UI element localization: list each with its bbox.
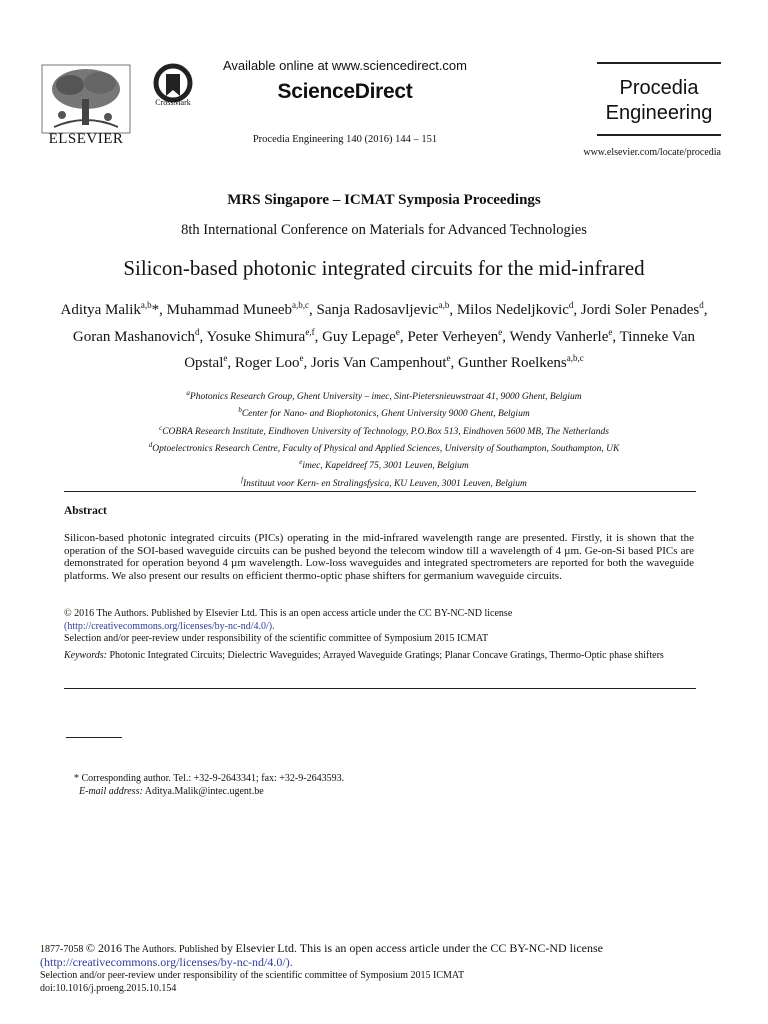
author-name: Jordi Soler Penades (580, 302, 700, 318)
author-name: Roger Loo (234, 355, 300, 371)
author-name: Wendy Vanherle (509, 328, 609, 345)
affiliation-text: Optoelectronics Research Centre, Faculty of Physical and Applied Sciences, University of Southampton, Southampton, UK (152, 444, 620, 455)
author-list: Aditya Malik$^{a,b}$*, Muhammad Muneeb$^{a,b,c}$, Sanja Radosavljevic$^{a,b}$, Milos Nedeljkovic$^d$, Jordi Soler Penades$^d$, Goran Mashanovich$^d$, Yosuke Shimura$^{e,f}$, Guy Lepage$^e$, Peter Verheyen$^e$, Wendy Vanherle$^e$, Tinneke Van Opstal$^e$, Roger Loo$^e$, Joris Van Campenhout$^e$, Gunther Roelkens$^{a,b,c}$ (60, 300, 708, 371)
crossmark-label: CrossMark (155, 98, 191, 107)
bottom-peer-review: Selection and/or peer-review under responsibility of the scientific committee of Symposium 2015 ICMAT (40, 970, 465, 982)
affiliation-text: Photonics Research Group, Ghent University – imec, Sint-Pietersnieuwstraat 41, 9000 Ghent, Belgium (189, 392, 582, 403)
copyright-statement: © 2016 The Authors. Published by Elsevier Ltd. This is an open access article under the CC BY-NC-ND license (64, 608, 513, 619)
affiliation-text: imec, Kapeldreef 75, 3001 Leuven, Belgium (302, 461, 469, 472)
affiliation-marker: e (299, 458, 303, 467)
author-affiliation-marker: e (299, 353, 304, 363)
bottom-publication-info (40, 942, 730, 995)
author-name: Joris Van Campenhout (310, 355, 447, 371)
journal-url[interactable]: www.elsevier.com/locate/procedia (583, 147, 721, 158)
paper-title: Silicon-based photonic integrated circuits for the mid-infrared (123, 256, 645, 280)
copyright-elsevier: Elsevier (235, 941, 275, 955)
journal-name-line1: Procedia (619, 77, 699, 99)
journal-box-top-rule (597, 62, 721, 64)
author-affiliation-marker: e (395, 326, 400, 337)
affiliation-line (60, 456, 708, 473)
journal-citation: Procedia Engineering 140 (2016) 144 – 151 (252, 134, 438, 145)
affiliation-marker: f (241, 475, 244, 484)
affiliation-marker: a (186, 389, 190, 397)
journal-box-bottom-rule (597, 134, 721, 136)
author-name: Goran Mashanovich (72, 328, 195, 345)
affiliation-marker: b (238, 406, 242, 415)
affiliation-line (60, 387, 708, 404)
author-affiliation-marker: a,b,c (292, 300, 310, 310)
corresponding-author-footnote (74, 772, 674, 798)
doi[interactable]: doi:10.1016/j.proeng.2015.10.154 (40, 982, 177, 994)
affiliation-marker: d (148, 441, 153, 450)
author-name: Peter Verheyen (407, 328, 499, 345)
author-affiliation-marker: e (223, 353, 228, 363)
affiliation-text: Instituut voor Kern- en Stralingsfysica, KU Leuven, 3001 Leuven, Belgium (243, 478, 527, 489)
author-name: Guy Lepage (322, 328, 396, 345)
conference-name: 8th International Conference on Materials for Advanced Technologies (181, 222, 587, 238)
bottom-license-link[interactable]: (http://creativecommons.org/licenses/by-nc-nd/4.0/). (40, 955, 293, 970)
author-affiliation-marker: a,b (140, 300, 152, 310)
keywords-label: Keywords: (64, 650, 107, 661)
email-address[interactable]: Aditya.Malik@intec.ugent.be (144, 786, 264, 797)
author-name: Tinneke Van Opstal (184, 328, 696, 371)
journal-name-line2: Engineering (605, 102, 713, 124)
keywords (64, 650, 694, 663)
affiliation-text: COBRA Research Institute, Eindhoven University of Technology, P.O.Box 513, Eindhoven 5600 MB, The Netherlands (162, 426, 609, 437)
author-affiliation-marker: d (699, 300, 704, 310)
abstract-text: Silicon-based photonic integrated circuits (PICs) operating in the mid-infrared wavelength range are presented. Firstly, it is shown that the operation of the SOI-based waveguide circuits can be pushed beyond the telecom window till a wavelength of 4 µm. Ge-on-Si based PICs are demonstrated for operation beyond 4 µm wavelength. Low-loss waveguides and integrated spectrometers are reported for both the waveguide platforms. We also present our results on efficient thermo-optic phase shifters for germanium waveguide circuits. (64, 532, 694, 582)
conference-proceedings-title: MRS Singapore – ICMAT Symposia Proceedings (227, 192, 541, 208)
affiliation-marker: c (159, 423, 163, 432)
peer-review-statement: Selection and/or peer-review under responsibility of the scientific committee of Symposium 2015 ICMAT (64, 633, 489, 644)
affiliation-line (60, 474, 708, 491)
author-name: Yosuke Shimura (206, 328, 306, 345)
author-affiliation-marker: a,b (438, 300, 450, 310)
affiliation-line (60, 439, 708, 456)
email-label: E-mail address: (79, 786, 143, 797)
affiliation-list (60, 387, 708, 491)
copyright-year: © 2016 (85, 941, 122, 955)
copyright-text-2: Ltd. This is an open access article under the CC BY-NC-ND license (277, 941, 603, 955)
author-affiliation-marker: d (194, 326, 200, 337)
abstract-top-rule (64, 491, 696, 492)
abstract-heading: Abstract (64, 505, 107, 517)
copyright-by: by (220, 941, 233, 955)
issn: 1877-7058 (40, 944, 84, 955)
author-name: Gunther Roelkens (458, 355, 567, 371)
author-name: Muhammad Muneeb (166, 302, 293, 318)
journal-name (597, 76, 721, 126)
affiliation-line (60, 422, 708, 439)
corresponding-author-marker: * (151, 302, 160, 318)
author-affiliation-marker: e (498, 326, 503, 337)
affiliation-text: Center for Nano- and Biophotonics, Ghent University 9000 Ghent, Belgium (241, 409, 530, 420)
abstract-copyright (64, 608, 694, 646)
affiliation-line (60, 404, 708, 421)
corresponding-author-text: * Corresponding author. Tel.: +32-9-2643341; fax: +32-9-2643593. (74, 773, 345, 784)
author-affiliation-marker: e (608, 326, 613, 337)
license-link[interactable]: (http://creativecommons.org/licenses/by-nc-nd/4.0/). (64, 620, 275, 632)
footnote-rule (66, 737, 122, 738)
author-name: Aditya Malik (60, 302, 141, 318)
author-name: Sanja Radosavljevic (316, 302, 439, 318)
author-name: Milos Nedeljkovic (456, 302, 569, 318)
author-affiliation-marker: a,b,c (566, 353, 584, 363)
available-online-text[interactable]: Available online at www.sciencedirect.com (223, 58, 467, 73)
author-affiliation-marker: e,f (305, 326, 315, 337)
copyright-text-1: The Authors. Published (124, 944, 219, 955)
abstract-bottom-rule (64, 688, 696, 689)
sciencedirect-brand[interactable]: ScienceDirect (277, 80, 413, 103)
keywords-text: Photonic Integrated Circuits; Dielectric Waveguides; Arrayed Waveguide Gratings; Planar Concave Gratings, Thermo-Optic phase shifters (109, 650, 664, 661)
publisher-wordmark: ELSEVIER (48, 131, 124, 147)
author-affiliation-marker: d (568, 300, 574, 310)
author-affiliation-marker: e (446, 353, 451, 363)
